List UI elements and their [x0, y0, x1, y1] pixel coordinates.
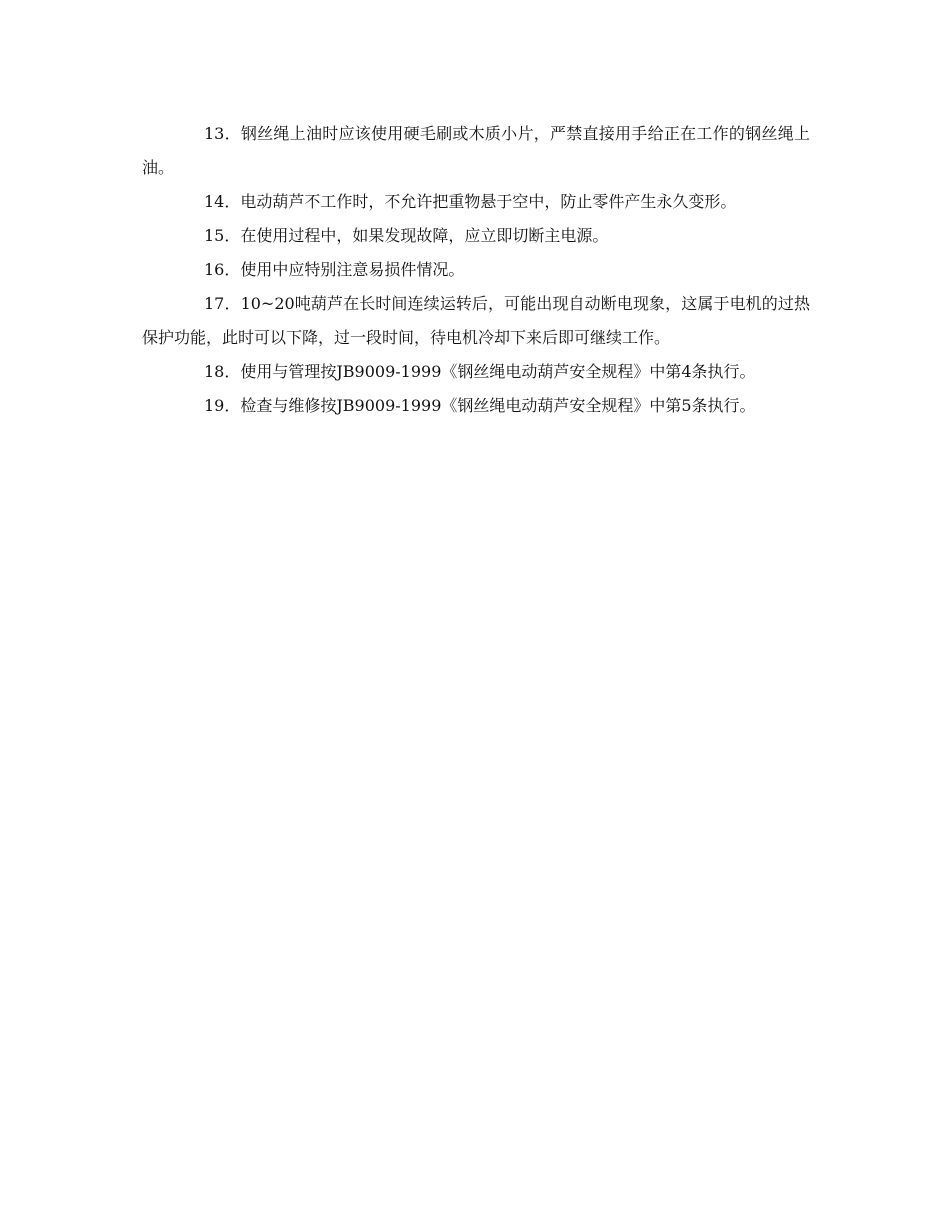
paragraph-item-16: 16．使用中应特别注意易损件情况。: [204, 260, 465, 279]
paragraph-item-13: 13．钢丝绳上油时应该使用硬毛刷或木质小片，严禁直接用手给正在工作的钢丝绳上油。: [142, 124, 810, 177]
paragraph-item-17: 17．10~20吨葫芦在长时间连续运转后，可能出现自动断电现象，这属于电机的过热保护功能，此时可以下降，过一段时间，待电机冷却下来后即可继续工作。: [142, 294, 810, 347]
paragraph-item-19: 19．检查与维修按JB9009-1999《钢丝绳电动葫芦安全规程》中第5条执行。: [204, 396, 756, 415]
paragraph-item-15: 15．在使用过程中，如果发现故障，应立即切断主电源。: [204, 226, 609, 245]
paragraph-item-18: 18．使用与管理按JB9009-1999《钢丝绳电动葫芦安全规程》中第4条执行。: [204, 362, 756, 381]
paragraph-item-14: 14．电动葫芦不工作时，不允许把重物悬于空中，防止零件产生永久变形。: [204, 192, 737, 211]
document-body: [142, 117, 810, 423]
